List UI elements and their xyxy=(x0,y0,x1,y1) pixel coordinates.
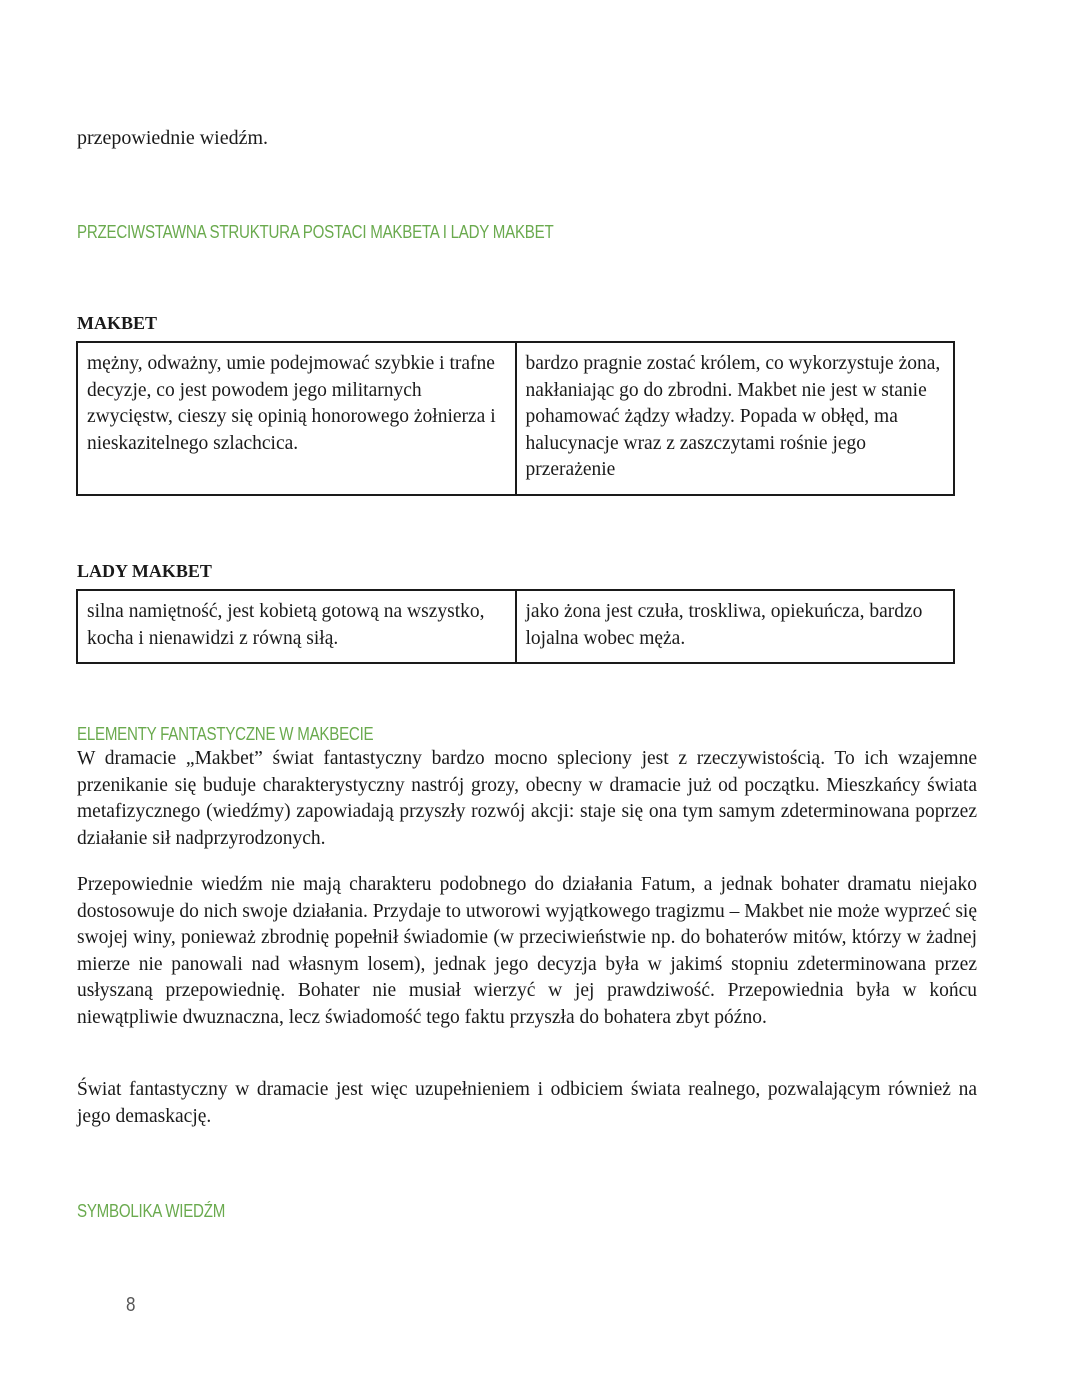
lady-makbet-label: LADY MAKBET xyxy=(77,561,212,581)
intro-fragment: przepowiednie wiedźm. xyxy=(77,127,269,149)
lady-makbet-traits-table xyxy=(76,589,955,664)
section-heading-witches: SYMBOLIKA WIEDŹM xyxy=(77,1201,226,1221)
table-row xyxy=(77,590,954,663)
page-number: 8 xyxy=(126,1294,136,1316)
makbet-traits-table xyxy=(76,341,955,496)
makbet-trait-cell: bardzo pragnie zostać królem, co wykorzystuje żona, nakłaniając go do zbrodni. Makbet nie jest w stanie pohamować żądzy władzy. Popada w obłęd, ma halucynacje wraz z zaszczytami rośnie jego przerażenie xyxy=(516,342,955,495)
section-heading-structure: PRZECIWSTAWNA STRUKTURA POSTACI MAKBETA I LADY MAKBET xyxy=(77,222,554,242)
makbet-label: MAKBET xyxy=(77,313,158,333)
section-heading-fantasy: ELEMENTY FANTASTYCZNE W MAKBECIE xyxy=(77,724,374,744)
makbet-trait-cell: mężny, odważny, umie podejmować szybkie i trafne decyzje, co jest powodem jego militarnych zwycięstw, cieszy się opinią honorowego żołnierza i nieskazitelnego szlachcica. xyxy=(77,342,516,495)
paragraph: W dramacie „Makbet” świat fantastyczny bardzo mocno spleciony jest z rzeczywistością. To ich wzajemne przenikanie się buduje charakterystyczny nastrój grozy, obecny w dramacie już od początku. Mieszkańcy świata metafizycznego (wiedźmy) zapowiadają przyszły rozwój akcji: staje się ona tym samym zdeterminowana poprzez działanie sił nadprzyrodzonych. xyxy=(77,748,977,849)
table-row xyxy=(77,342,954,495)
lady-makbet-trait-cell: silna namiętność, jest kobietą gotową na wszystko, kocha i nienawidzi z równą siłą. xyxy=(77,590,516,663)
lady-makbet-trait-cell: jako żona jest czuła, troskliwa, opiekuńcza, bardzo lojalna wobec męża. xyxy=(516,590,955,663)
paragraph: Świat fantastyczny w dramacie jest więc uzupełnieniem i odbiciem świata realnego, pozwalającym również na jego demaskację. xyxy=(77,1079,977,1127)
paragraph: Przepowiednie wiedźm nie mają charakteru podobnego do działania Fatum, a jednak bohater dramatu niejako dostosowuje do nich swoje działania. Przydaje to utworowi wyjątkowego tragizmu – Makbet nie może wyprzeć się swojej winy, ponieważ zbrodnię popełnił świadomie (w przeciwieństwie np. do bohaterów mitów, którzy w żadnej mierze nie panowali nad własnym losem), jednak jego decyzja była w jakimś stopniu zdeterminowana przez usłyszaną przepowiednię. Bohater nie musiał wierzyć w jej prawdziwość. Przepowiednia była w końcu niewątpliwie dwuznaczna, lecz świadomość tego faktu przyszła do bohatera zbyt późno. xyxy=(77,874,978,1028)
